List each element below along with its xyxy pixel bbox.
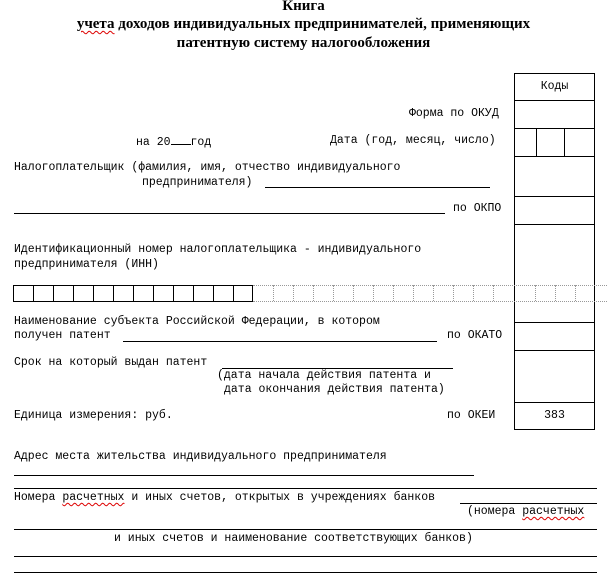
codes-header-divider [514, 100, 595, 101]
form-okud-label: Форма по ОКУД [409, 107, 499, 120]
inn-box-divider [193, 285, 194, 302]
codes-row-okato-bottom [514, 350, 595, 351]
inn-box-divider [133, 285, 134, 302]
region-label-1: Наименование субъекта Российской Федерации, в котором [14, 315, 380, 328]
codes-row-okpo-top [514, 196, 595, 197]
accounts-note-1 [467, 505, 584, 518]
term-note-1: (дата начала действия патента и [217, 369, 431, 382]
inn-dotted-divider [473, 285, 474, 301]
inn-dotted-divider [535, 285, 536, 301]
inn-dotted-divider [555, 285, 556, 301]
address-line-1[interactable] [14, 475, 474, 476]
taxpayer-line-1[interactable] [265, 187, 490, 188]
inn-box-divider [173, 285, 174, 302]
inn-dotted-divider [333, 285, 334, 301]
inn-dotted-bottom [253, 301, 607, 302]
address-label: Адрес места жительства индивидуального предпринимателя [14, 450, 387, 463]
date-cell-divider-1 [536, 128, 537, 156]
taxpayer-label-2: предпринимателя) [142, 176, 253, 189]
inn-dotted-divider [353, 285, 354, 301]
inn-dotted-divider [273, 285, 274, 301]
okei-code-value: 383 [544, 409, 565, 422]
inn-dotted-divider [313, 285, 314, 301]
inn-dotted-divider [393, 285, 394, 301]
inn-dotted-divider [413, 285, 414, 301]
inn-dotted-divider [493, 285, 494, 301]
codes-row-date-bottom [514, 156, 595, 157]
codes-row-okud-bottom [514, 128, 595, 129]
okei-label: по ОКЕИ [447, 409, 496, 422]
taxpayer-label-1: Налогоплательщик (фамилия, имя, отчество индивидуального [14, 161, 401, 174]
inn-dotted-divider [373, 285, 374, 301]
inn-dotted-divider [453, 285, 454, 301]
accounts-line-4[interactable] [14, 572, 597, 573]
accounts-note-word-2: расчетных [522, 505, 585, 518]
okpo-label: по ОКПО [453, 202, 502, 215]
accounts-word-1: Номера [14, 491, 56, 504]
address-line-2[interactable] [14, 488, 597, 489]
inn-dotted-divider [575, 285, 576, 301]
inn-box-divider [113, 285, 114, 302]
codes-row-okpo-bottom [514, 224, 595, 225]
accounts-line-2[interactable] [14, 529, 597, 530]
accounts-word-2: расчетных [62, 491, 125, 504]
inn-box-divider [213, 285, 214, 302]
inn-box-divider [233, 285, 234, 302]
okato-label: по ОКАТО [447, 329, 503, 342]
accounts-word-3: и иных счетов, открытых в учреждениях банков [131, 491, 436, 504]
accounts-note-word-1: (номера [467, 505, 516, 518]
title-line-2-rest: доходов индивидуальных предпринимателей, применяющих [114, 16, 531, 32]
term-label: Срок на который выдан патент [14, 356, 208, 369]
codes-column [514, 73, 595, 430]
inn-box-divider [33, 285, 34, 302]
year-prefix: на 20 [136, 136, 171, 149]
title-line-3: патентную систему налогообложения [176, 35, 431, 51]
accounts-note-2: и иных счетов и наименование соответствующих банков) [114, 532, 473, 545]
inn-dotted-top [253, 285, 607, 286]
inn-box-divider [53, 285, 54, 302]
accounts-label [14, 491, 435, 504]
year-label [136, 134, 211, 149]
inn-box-divider [73, 285, 74, 302]
region-label-2: получен патент [14, 329, 111, 342]
codes-header: Коды [540, 80, 569, 93]
title-word-uchyota: учета [76, 16, 115, 32]
region-line[interactable] [123, 341, 437, 342]
inn-dotted-divider [433, 285, 434, 301]
term-note-2: дата окончания действия патента) [224, 383, 445, 396]
inn-box-divider [153, 285, 154, 302]
year-suffix: год [190, 136, 212, 149]
codes-row-okei-top [514, 402, 595, 403]
taxpayer-line-2[interactable] [14, 213, 445, 214]
year-blank[interactable] [171, 134, 191, 145]
inn-label-2: предпринимателя (ИНН) [14, 258, 159, 271]
accounts-line-1[interactable] [460, 503, 597, 504]
accounts-line-3[interactable] [14, 556, 597, 557]
inn-label-1: Идентификационный номер налогоплательщика - индивидуального [14, 243, 422, 256]
title-line-1: Книга [282, 0, 325, 14]
codes-row-okato-top [514, 322, 595, 323]
date-label: Дата (год, месяц, число) [330, 134, 496, 147]
inn-box-divider [93, 285, 94, 302]
inn-dotted-divider [293, 285, 294, 301]
date-cell-divider-2 [564, 128, 565, 156]
title-line-2 [0, 16, 607, 33]
unit-label: Единица измерения: руб. [14, 409, 173, 422]
